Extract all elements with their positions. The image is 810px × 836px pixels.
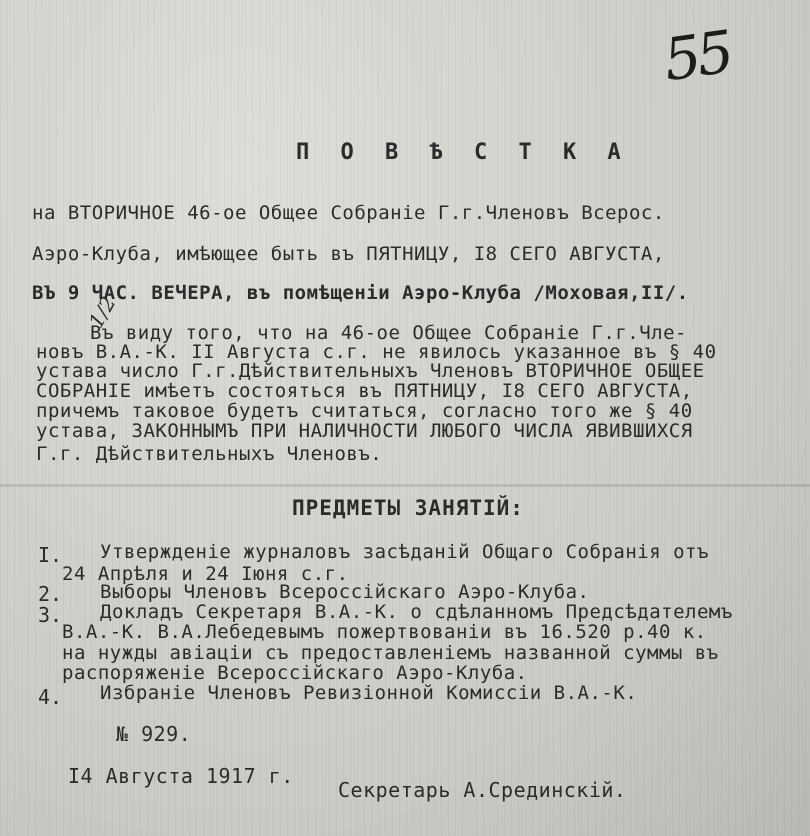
item-number-2: 2. <box>38 582 63 606</box>
item-3-line-2: В.А.-К. В.А.Лебедевымъ пожертвованіи въ 16.520 р.40 к. <box>62 621 707 643</box>
body-line-7: Г.г. Дѣйствительныхъ Членовъ. <box>36 443 383 465</box>
item-3-line-1: Докладъ Секретаря В.А.-К. о сдѣланномъ Предсѣдателемъ <box>100 601 733 623</box>
document-date: I4 Августа 1917 г. <box>68 764 294 788</box>
item-2-line-1: Выборы Членовъ Всероссійскаго Аэро-Клуба. <box>100 581 590 603</box>
body-line-6: устава, ЗАКОННЫМЪ ПРИ НАЛИЧНОСТИ ЛЮБОГО ЧИСЛА ЯВИВШИХСЯ <box>36 420 693 442</box>
item-number-4: 4. <box>38 685 63 709</box>
signature-line: Секретарь А.Срединскій. <box>338 778 627 802</box>
handwritten-fraction: 1/2 <box>83 292 121 332</box>
body-line-5: причемъ таковое будетъ считаться, согласно того же § 40 <box>36 400 693 422</box>
item-1-line-1: Утвержденіе журналовъ засѣданій Общаго Собранія отъ <box>100 541 709 563</box>
item-number-1: I. <box>38 543 63 567</box>
item-3-line-4: распоряженіе Всероссійскаго Аэро-Клуба. <box>62 662 528 684</box>
header-line-2: Аэро-Клуба, имѣющее быть въ ПЯТНИЦУ, I8 СЕГО АВГУСТА, <box>32 243 665 265</box>
header-line-1: на ВТОРИЧНОЕ 46-ое Общее Собраніе Г.г.Членовъ Всерос. <box>32 202 665 224</box>
item-1-line-2: 24 Апрѣля и 24 Іюня с.г. <box>62 563 349 585</box>
paper-fold <box>0 484 810 487</box>
document-number: № 929. <box>116 722 192 746</box>
body-line-2: новъ В.А.-К. II Августа с.г. не явилось указанное въ § 40 <box>36 341 717 363</box>
document-title: П О В Ѣ С Т К А <box>296 140 630 165</box>
folio-number: 55 <box>659 17 735 95</box>
body-line-3: устава число Г.г.Дѣйствительныхъ Членовъ ВТОРИЧНОЕ ОБЩЕЕ <box>36 360 705 382</box>
body-line-1: Въ виду того, что на 46-ое Общее Собраніе Г.г.Чле- <box>90 322 687 344</box>
header-line-3: ВЪ 9 ЧАС. ВЕЧЕРА, въ помѣщеніи Аэро-Клуба /Моховая,II/. <box>32 282 689 304</box>
agenda-heading: ПРЕДМЕТЫ ЗАНЯТІЙ: <box>292 496 524 520</box>
item-3-line-3: на нужды авіаціи съ предоставленіемъ названной суммы въ <box>62 642 719 664</box>
item-number-3: 3. <box>38 603 63 627</box>
item-4-line-1: Избраніе Членовъ Ревизіонной Комиссіи В.А.-К. <box>100 682 638 704</box>
body-line-4: СОБРАНІЕ имѣетъ состояться въ ПЯТНИЦУ, I8 СЕГО АВГУСТА, <box>36 380 693 402</box>
